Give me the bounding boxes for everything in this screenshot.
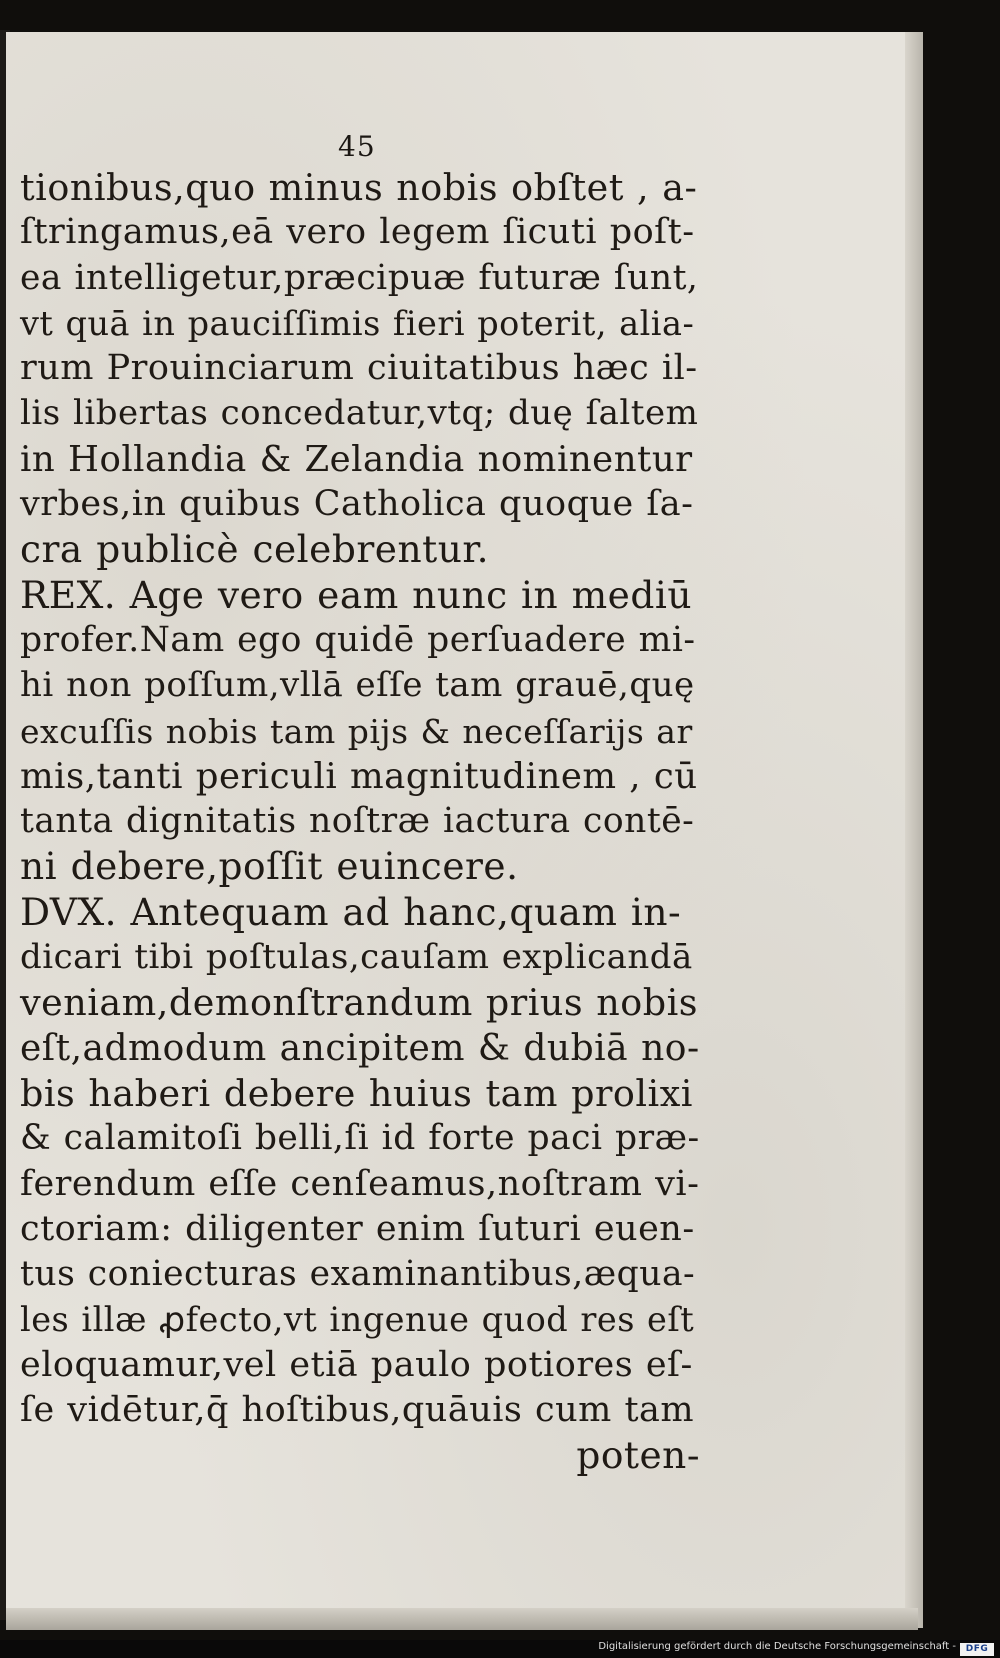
page-edge [905,32,923,1628]
page-bottom-edge [6,1608,918,1630]
text-line: dicari tibi poſtulas,cauſam explicandā [20,937,693,978]
catchword: poten- [576,1433,700,1478]
text-line: eſt,admodum ancipitem & dubiā no- [20,1027,700,1069]
text-line: rum Prouinciarum ciuitatibus hæc il- [20,348,698,389]
text-line: tanta dignitatis noſtræ iactura contē- [20,801,695,842]
page-text [20,165,700,1479]
text-line: tionibus,quo minus nobis obſtet , a- [20,166,698,209]
text-line: ſe vidētur,q̄ hoſtibus,quāuis cum tam [20,1390,695,1431]
text-line: ctoriam: diligenter enim ſuturi euen- [20,1208,695,1249]
text-line: ea intelligetur,præcipuæ futuræ ſunt, [20,257,699,298]
text-line: vrbes,in quibus Catholica quoque ſa- [20,484,694,525]
text-line: ſtringamus,eā vero legem ſicuti poſt- [20,212,695,253]
text-line: bis haberi debere huius tam prolixi [20,1071,693,1115]
text-line: tus coniecturas examinantibus,æqua- [20,1254,696,1295]
text-line: DVX. Antequam ad hanc,quam in- [20,889,682,934]
text-line: in Hollandia & Zelandia nominentur [20,438,693,480]
text-line: ni debere,poſſit euincere. [20,844,519,889]
text-line: cra publicè celebrentur. [20,527,490,572]
text-line: les illæ ꝓfecto,vt ingenue quod res eſt [20,1300,695,1340]
text-line: ferendum eſſe cenſeamus,noſtram vi- [20,1163,700,1204]
text-line: REX. Age vero eam nunc in mediū [20,572,693,617]
text-line: profer.Nam ego quidē perſuadere mi- [20,619,696,660]
text-line: mis,tanti periculi magnitudinem , cū [20,755,698,797]
dfg-logo: DFG [960,1643,994,1656]
text-line: vt quā in pauciſſimis fieri poterit, alia- [20,303,695,343]
page-number: 45 [338,130,376,163]
text-line: & calamitoſi belli,ſi id forte paci præ- [20,1118,700,1159]
text-line: eloquamur,vel etiā paulo potiores eſ- [20,1344,693,1385]
text-line: excuſſis nobis tam pijs & neceſſarijs ar [20,711,693,751]
text-line: veniam,demonſtrandum prius nobis [20,981,698,1025]
digitization-credit: Digitalisierung gefördert durch die Deutsche Forschungsgemeinschaft - [598,1641,956,1652]
text-line: lis libertas concedatur,vtq; duę ſaltem [20,393,699,434]
text-line: hi non poſſum,vllā eſſe tam grauē,quę [20,665,695,706]
